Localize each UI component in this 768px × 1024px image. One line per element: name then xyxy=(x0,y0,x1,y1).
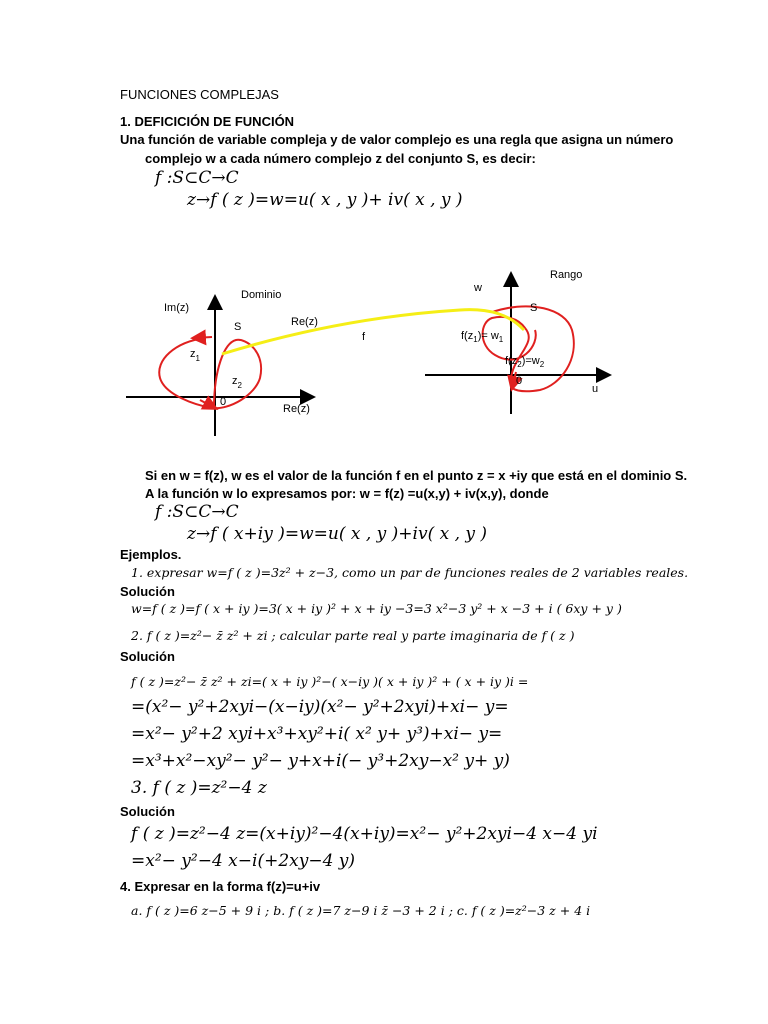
range-label: Rango xyxy=(550,269,583,281)
paragraph-2-line-1: Si en w = f(z), w es el valor de la función f en el punto z = x +iy que está en el dominio S. xyxy=(145,468,688,483)
domain-axis-x-top-label: Re(z) xyxy=(291,316,318,328)
solution-2-line-4: =x³+x²−xy²− y²− y+x+i(− y³+2xy−x² y+ y) xyxy=(131,751,510,771)
solution-3-line-2: =x²− y²−4 x−i(+2xy−4 y) xyxy=(131,851,356,871)
formula-mapping-1: f :S⊂C→C xyxy=(155,168,239,188)
domain-z1-label: $z_1$ xyxy=(190,348,200,363)
example-3: 3. f ( z )=z²−4 z xyxy=(131,778,267,798)
intro-line-2: complejo w a cada número complejo z del conjunto S, es decir: xyxy=(145,151,536,166)
range-axis-x-label: u xyxy=(592,383,599,395)
range-set-label: S xyxy=(530,302,538,314)
section-4-heading: 4. Expresar en la forma f(z)=u+iv xyxy=(120,879,321,894)
range-origin-label: 0 xyxy=(516,375,523,387)
section-4-items: a. f ( z )=6 z−5 + 9 i ; b. f ( z )=7 z−9 i z̄ −3 + 2 i ; c. f ( z )=z²−3 z + 4 i xyxy=(131,903,591,918)
domain-axis-y-label: Im(z) xyxy=(164,302,190,314)
solution-label-1: Solución xyxy=(120,584,175,599)
formula-mapping-2: z→f ( z )=w=u( x , y )+ iv( x , y ) xyxy=(187,190,463,210)
solution-2-line-1: f ( z )=z²− z̄ z² + zi=( x + iy )²−( x−iy )( x + iy )² + ( x + iy )i = xyxy=(131,674,529,689)
range-axis-y-label: w xyxy=(474,282,482,294)
paragraph-2-line-2: A la función w lo expresamos por: w = f(z) =u(x,y) + iv(x,y), donde xyxy=(145,486,549,501)
range-set-curve xyxy=(483,306,574,391)
examples-heading: Ejemplos. xyxy=(120,547,182,562)
domain-set-label: S xyxy=(234,321,242,333)
domain-arrow-top xyxy=(194,337,212,338)
formula-mapping-3: f :S⊂C→C xyxy=(155,502,239,522)
section-heading-definition: 1. DEFICICIÓN DE FUNCIÓN xyxy=(120,114,295,129)
domain-z2-label: $z_2$ xyxy=(232,375,242,390)
domain-axis-x-label: Re(z) xyxy=(283,403,310,415)
mapping-diagram xyxy=(0,0,768,460)
solution-2-line-2: =(x²− y²+2xyi−(x−iy)(x²− y²+2xyi)+xi− y= xyxy=(131,697,509,717)
domain-origin-label: 0 xyxy=(220,396,227,408)
intro-line-1: Una función de variable compleja y de valor complejo es una regla que asigna un número xyxy=(120,132,674,147)
document-title: FUNCIONES COMPLEJAS xyxy=(120,87,279,102)
map-f-label: f xyxy=(362,331,366,343)
domain-label: Dominio xyxy=(241,289,282,301)
range-fz2-label: $f(z_2)=w_2$ xyxy=(505,355,545,369)
solution-label-3: Solución xyxy=(120,804,175,819)
range-fz1-label: $f(z_1)= w_1$ xyxy=(461,330,504,344)
example-1: 1. expresar w=f ( z )=3z² + z−3, como un par de funciones reales de 2 variables reales. xyxy=(131,565,689,580)
solution-2-line-3: =x²− y²+2 xyi+x³+xy²+i( x² y+ y³)+xi− y= xyxy=(131,724,503,744)
solution-1: w=f ( z )=f ( x + iy )=3( x + iy )² + x + iy −3=3 x²−3 y² + x −3 + i ( 6xy + y ) xyxy=(131,601,622,616)
solution-label-2: Solución xyxy=(120,649,175,664)
formula-mapping-4: z→f ( x+iy )=w=u( x , y )+iv( x , y ) xyxy=(187,524,488,544)
example-2: 2. f ( z )=z²− z̄ z² + zi ; calcular parte real y parte imaginaria de f ( z ) xyxy=(131,628,575,643)
solution-3-line-1: f ( z )=z²−4 z=(x+iy)²−4(x+iy)=x²− y²+2xyi−4 x−4 yi xyxy=(131,824,598,844)
